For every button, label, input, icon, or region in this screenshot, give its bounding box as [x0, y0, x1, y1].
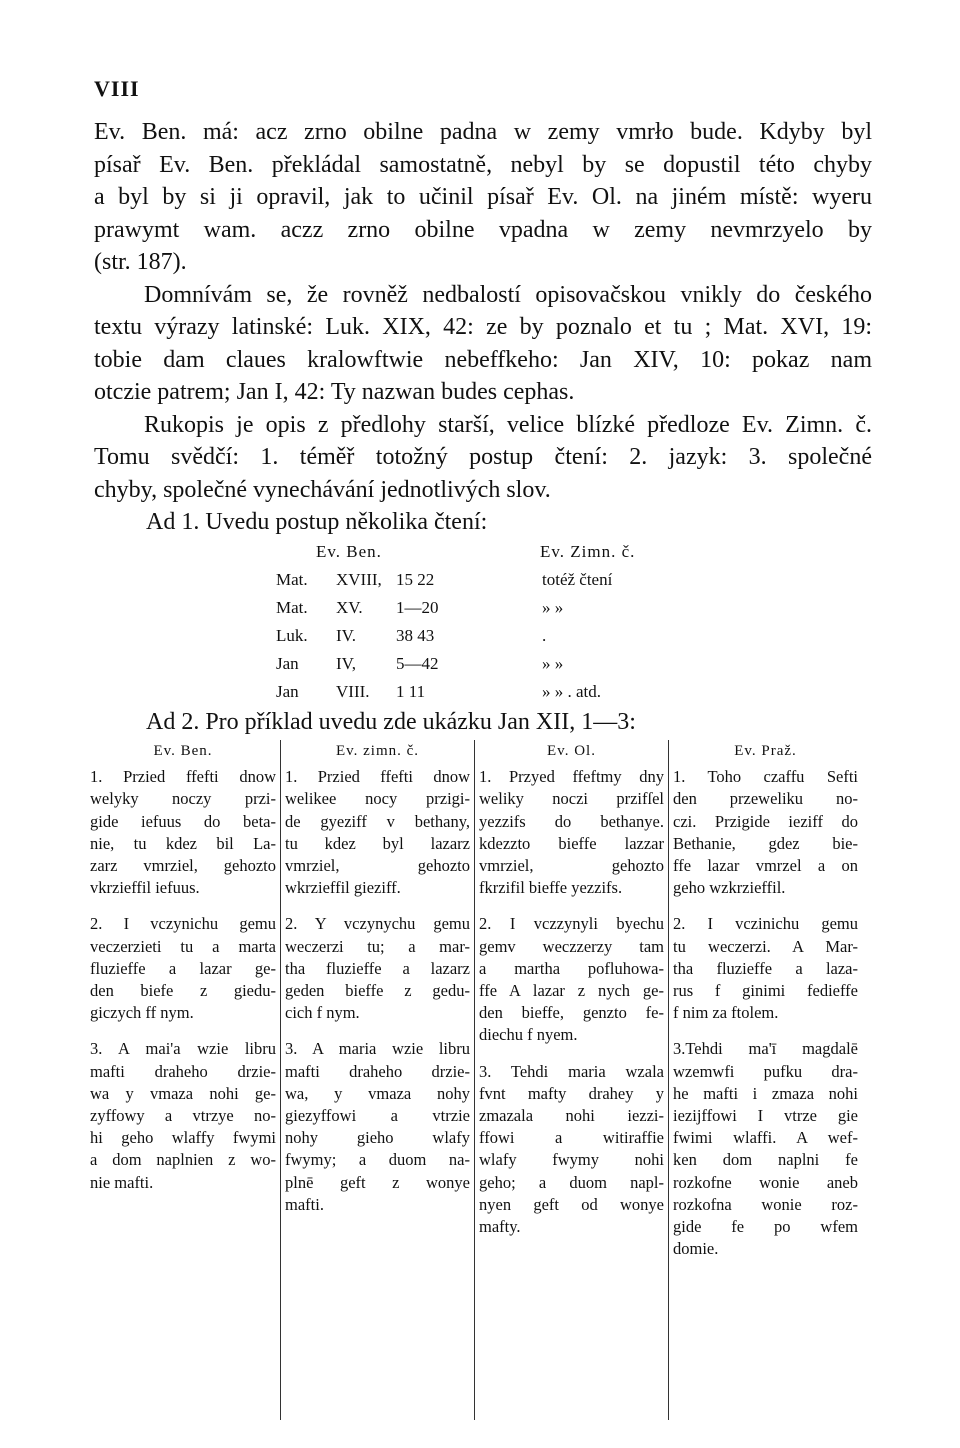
paragraph [94, 409, 872, 474]
text-line: prawymt wam. aczz zrno obilne vpadna w zemy nevmrzyelo by [94, 216, 872, 243]
verse-line: ffe lazar vmrzel a on [673, 856, 858, 876]
table-row [276, 594, 496, 622]
verse-line: vkrzieffil iefuus. [90, 878, 200, 898]
verse-line: giczych ff nym. [90, 1003, 194, 1023]
verse-line: yezzifs do bethanye. [479, 811, 664, 831]
verse-line: 2. I vczzynyli byechu [479, 914, 664, 934]
verse-line: he mafti i zmaza nohi [673, 1083, 858, 1103]
parallel-text-columns [86, 740, 876, 1420]
verse-line: rus f ginimi fedieffe [673, 981, 858, 1001]
verse-line: a dom naplnien z wo- [90, 1150, 276, 1170]
verse-line: tha fluzieffe a lazarz [285, 958, 470, 978]
verse-block [285, 1038, 470, 1216]
verse-line: ken dom naplni fe [673, 1150, 858, 1170]
verse-line: zarz vmrziel, gehozto [90, 856, 276, 876]
verse-block [285, 913, 470, 1024]
verse-line: wa, y vmaza nohy [285, 1083, 470, 1103]
verse-line: wlafy fwymy nohi [479, 1150, 664, 1170]
verse-line: kdezzto bieffe lazzar [479, 833, 664, 853]
table-row: » » [542, 654, 564, 673]
column-header: Ev. Ben. [153, 743, 213, 759]
table-cell: Mat. [276, 570, 308, 589]
verse-block [479, 1061, 664, 1239]
manuscript-column [86, 740, 280, 1420]
verse-line: rozkofna wonie roz- [673, 1194, 858, 1214]
verse-block [673, 913, 858, 1024]
verse-line: vmrziel, gehozto [285, 856, 470, 876]
verse-line: nyen geft od wonye [479, 1194, 664, 1214]
verse-line: mafty. [479, 1217, 521, 1237]
paragraph [94, 246, 872, 279]
column-header: Ev. zimn. č. [335, 743, 420, 759]
table-cell: 5—42 [396, 654, 439, 673]
column-header: Ev. Ol. [547, 743, 596, 759]
verse-block [90, 913, 276, 1024]
table-row [276, 678, 496, 706]
verse-line: f nim za ftolem. [673, 1003, 779, 1023]
verse-line: 3. A mai'a wzie libru [90, 1039, 276, 1059]
verse-line: geden bieffe z gedu- [285, 981, 470, 1001]
table-cell: XV. [336, 598, 363, 617]
verse-line: weczerzi tu; a mar- [285, 936, 470, 956]
verse-line: 1. Przyed ffeftmy dny [479, 767, 664, 787]
verse-line: geho; a duom napl- [479, 1172, 664, 1192]
page-number: VIII [94, 76, 140, 101]
verse-line: 2. I vczinichu gemu [673, 914, 858, 934]
verse-line: tu kdez byl lazarz [285, 833, 470, 853]
table-cell: Mat. [276, 598, 308, 617]
verse-line: hi geho wlaffy fwymi [90, 1128, 276, 1148]
table-cell: Jan [276, 682, 299, 701]
verse-line: gide iefuus do beta- [90, 811, 276, 831]
verse-line: ffe A lazar z nych ge- [479, 981, 664, 1001]
table-cell: 1 11 [396, 682, 426, 701]
reading-order-table-right [532, 538, 712, 706]
table-cell: IV, [336, 654, 356, 673]
table-cell: 1—20 [396, 598, 439, 617]
verse-line: giezyffowi a vtrzie [285, 1106, 470, 1126]
table-row: . [542, 626, 547, 645]
table-row [276, 650, 496, 678]
verse-line: 1. Przied ffefti dnow [90, 767, 276, 787]
verse-line: wkrzieffil gieziff. [285, 878, 401, 898]
reading-order-table-left [276, 538, 496, 706]
table-row: » » [542, 598, 564, 617]
text-line: Tomu svědčí: 1. téměř totožný postup čtení: 2. jazyk: 3. společné [94, 444, 872, 470]
text-line: otczie patrem; Jan I, 42: Ty nazwan budes cephas. [94, 379, 575, 405]
table-row: » » . atd. [542, 682, 602, 701]
verse-block [90, 1038, 276, 1193]
table-cell: VIII. [336, 682, 370, 701]
verse-line: fwymy; a duom na- [285, 1150, 470, 1170]
text-line: Domnívám se, že rovněž nedbalostí opisovačskou vnikly do českého [144, 281, 872, 308]
verse-line: vmrziel, gehozto [479, 856, 664, 876]
verse-line: iezijffowi I vtrze gie [673, 1106, 858, 1126]
section-heading: Ad 2. Pro příklad uvedu zde ukázku Jan XII, 1—3: [146, 709, 636, 735]
table-header: Ev. Zimn. č. [540, 542, 636, 561]
text-line: písař Ev. Ben. překládal samostatně, nebyl by se dopustil této chyby [94, 151, 872, 178]
intro-text [94, 116, 872, 506]
verse-line: mafti. [285, 1194, 324, 1214]
verse-line: gemv weczzerzy tam [479, 936, 664, 956]
verse-line: 2. Y vczynychu gemu [285, 914, 470, 934]
verse-line: gide fe po wfem [673, 1217, 858, 1237]
verse-line: 3. A maria wzie libru [285, 1039, 470, 1059]
verse-line: weliky noczi przifſel [479, 789, 664, 809]
paragraph [94, 116, 872, 246]
verse-line: geho wzkrzieffil. [673, 878, 786, 898]
table-cell: Jan [276, 654, 299, 673]
verse-block [285, 766, 470, 899]
table-row [276, 622, 496, 650]
verse-block [479, 766, 664, 899]
verse-line: den przeweliku no- [673, 789, 858, 809]
verse-line: veczerzieti tu a marta [90, 936, 276, 956]
table-row: totéž čtení [542, 570, 613, 589]
manuscript-column [474, 740, 668, 1420]
verse-line: mafti draheho drzie- [90, 1061, 276, 1081]
manuscript-column [668, 740, 862, 1420]
verse-line: fkrzifil bieffe yezzifs. [479, 878, 623, 898]
verse-line: ffowi a witiraffie [479, 1128, 664, 1148]
verse-line: fluzieffe a lazar ge- [90, 958, 276, 978]
table-row [276, 566, 496, 594]
verse-line: den bieffe, genzto fe- [479, 1003, 664, 1023]
column-header: Ev. Praž. [734, 743, 797, 759]
table-cell: IV. [336, 626, 356, 645]
verse-line: wzemwfi pufku dra- [673, 1061, 858, 1081]
verse-line: domie. [673, 1239, 719, 1259]
text-line: Ev. Ben. má: acz zrno obilne padna w zemy vmrło bude. Kdyby byl [94, 119, 872, 145]
verse-line: welyky noczy przi- [90, 789, 276, 809]
table-header: Ev. Ben. [316, 542, 382, 561]
verse-line: nohy gieho wlafy [285, 1128, 470, 1148]
verse-block [673, 1038, 858, 1260]
verse-line: fvnt mafty drahey y [479, 1083, 664, 1103]
manuscript-column [280, 740, 474, 1420]
text-line: tobie dam claues kralowftwie nebeffkeho: Jan XIV, 10: pokaz nam [94, 346, 872, 373]
verse-line: czi. Przigide ieziff do [673, 811, 858, 831]
text-line: a byl by si ji opravil, jak to učinil písař Ev. Ol. na jiném místě: wyeru [94, 184, 872, 210]
table-cell: Luk. [276, 626, 308, 645]
verse-line: cich f nym. [285, 1003, 360, 1023]
verse-line: diechu f nyem. [479, 1025, 578, 1045]
verse-line: zmazala nohi iezzi- [479, 1106, 664, 1126]
verse-line: den biefe z giedu- [90, 981, 276, 1001]
verse-block [673, 766, 858, 899]
text-line: textu výrazy latinské: Luk. XIX, 42: ze by poznalo et tu ; Mat. XVI, 19: [94, 314, 872, 340]
verse-line: nie, tu kdez bil La- [90, 833, 276, 853]
verse-block [479, 913, 664, 1046]
verse-block [90, 766, 276, 899]
verse-line: 2. I vczynichu gemu [90, 914, 276, 934]
verse-line: Bethanie, gdez bie- [673, 833, 858, 853]
table-cell: 15 22 [396, 570, 435, 589]
paragraph [94, 474, 872, 507]
text-line: Rukopis je opis z předlohy starší, velice blízké předloze Ev. Zimn. č. [144, 411, 872, 438]
text-line: chyby, společné vynechávání jednotlivých slov. [94, 476, 551, 503]
verse-line: nie mafti. [90, 1172, 154, 1192]
verse-line: tha fluzieffe a laza- [673, 958, 858, 978]
table-cell: XVIII, [336, 570, 382, 589]
verse-line: de gyeziff v bethany, [285, 811, 470, 831]
verse-line: welikee nocy przigi- [285, 789, 470, 809]
verse-line: wa y vmaza nohi ge- [90, 1083, 276, 1103]
section-heading: Ad 1. Uvedu postup několika čtení: [146, 509, 488, 535]
verse-line: a martha pofluhowa- [479, 958, 664, 978]
verse-line: 1. Toho czaffu Sefti [673, 767, 858, 787]
table-cell: 38 43 [396, 626, 435, 645]
verse-line: fwimi wlaffi. A wef- [673, 1128, 858, 1148]
verse-line: 1. Przied ffefti dnow [285, 767, 470, 787]
verse-line: 3.Tehdi ma'ī magdalē [673, 1039, 858, 1059]
verse-line: mafti draheho drzie- [285, 1061, 470, 1081]
verse-line: rozkofne wonie aneb [673, 1172, 858, 1192]
verse-line: tu weczerzi. A Mar- [673, 936, 858, 956]
verse-line: 3. Tehdi maria wzala [479, 1061, 664, 1081]
paragraph [94, 279, 872, 377]
verse-line: zyffowy a vtrzye no- [90, 1106, 276, 1126]
verse-line: plnē geft z wonye [285, 1172, 470, 1192]
text-line: (str. 187). [94, 249, 187, 275]
paragraph [94, 376, 872, 409]
